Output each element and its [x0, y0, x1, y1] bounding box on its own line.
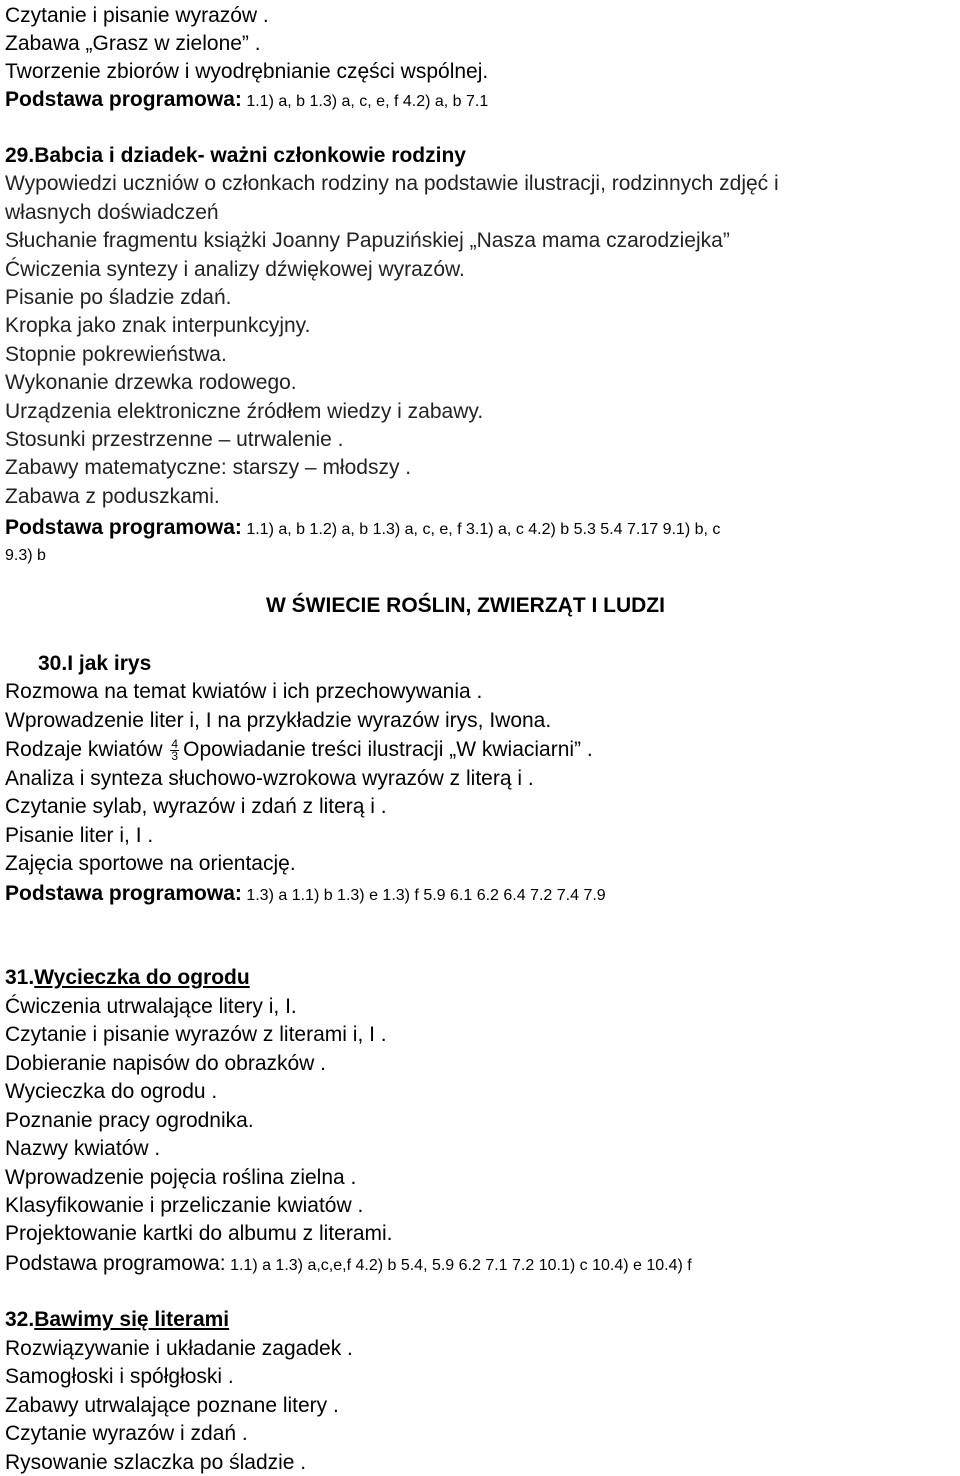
fraction [170, 736, 179, 763]
section-title: Bawimy się literami [34, 1308, 230, 1331]
text-line: Pisanie liter i, I . [5, 824, 154, 847]
curriculum-codes: 1.1) a, b 1.3) a, c, e, f 4.2) a, b 7.1 [241, 93, 489, 110]
text-line: Rozwiązywanie i układanie zagadek . [5, 1337, 353, 1360]
text-line: Czytanie i pisanie wyrazów . [5, 4, 269, 27]
section-number: 31. [5, 966, 35, 989]
text-line [5, 738, 593, 762]
text-line: Zabawa z poduszkami. [5, 485, 220, 508]
text-line: Rozmowa na temat kwiatów i ich przechowywania . [5, 680, 483, 703]
curriculum-label: Podstawa programowa: [5, 1252, 226, 1275]
fraction-denominator: 3 [171, 748, 179, 763]
curriculum-line [5, 882, 606, 908]
text-line: Urządzenia elektroniczne źródłem wiedzy i zabawy. [5, 400, 484, 423]
text-line: Wykonanie drzewka rodowego. [5, 371, 297, 394]
text-line: Ćwiczenia syntezy i analizy dźwiękowej wyrazów. [5, 258, 465, 281]
text-line: Czytanie sylab, wyrazów i zdań z literą i . [5, 795, 387, 818]
text-line: Stosunki przestrzenne – utrwalenie . [5, 428, 344, 451]
curriculum-codes: 9.3) b [5, 547, 46, 564]
text-segment: Opowiadanie treści ilustracji „W kwiaciarni” . [183, 738, 593, 761]
text-line: Projektowanie kartki do albumu z literami. [5, 1222, 393, 1245]
section-heading [5, 144, 466, 168]
text-line: Kropka jako znak interpunkcyjny. [5, 314, 311, 337]
fraction-numerator: 4 [171, 736, 179, 751]
section-heading [38, 652, 151, 676]
text-segment: Rodzaje kwiatów [5, 738, 163, 761]
text-line: Czytanie i pisanie wyrazów z literami i, I . [5, 1023, 387, 1046]
section-number: 32. [5, 1308, 35, 1331]
curriculum-label: Podstawa programowa: [5, 882, 242, 905]
section-title: Wycieczka do ogrodu [34, 966, 250, 989]
text-line: Zabawa „Grasz w zielone” . [5, 32, 261, 55]
curriculum-codes: 1.3) a 1.1) b 1.3) e 1.3) f 5.9 6.1 6.2 6.4 7.2 7.4 7.9 [241, 887, 606, 904]
section-heading [5, 1308, 229, 1332]
text-line: Wycieczka do ogrodu . [5, 1080, 218, 1103]
curriculum-label: Podstawa programowa: [5, 516, 242, 539]
text-line: Nazwy kwiatów . [5, 1137, 161, 1160]
text-line: Samogłoski i spółgłoski . [5, 1365, 234, 1388]
curriculum-codes: 1.1) a, b 1.2) a, b 1.3) a, c, e, f 3.1) a, c 4.2) b 5.3 5.4 7.17 9.1) b, c [241, 521, 721, 538]
text-line: Pisanie po śladzie zdań. [5, 286, 232, 309]
curriculum-codes: 1.1) a 1.3) a,c,e,f 4.2) b 5.4, 5.9 6.2 7.1 7.2 10.1) c 10.4) e 10.4) f [225, 1257, 692, 1274]
section-title: Babcia i dziadek- ważni członkowie rodziny [34, 144, 466, 167]
text-line: Poznanie pracy ogrodnika. [5, 1109, 254, 1132]
section-title: I jak irys [67, 652, 152, 675]
text-line: Wypowiedzi uczniów o członkach rodziny na podstawie ilustracji, rodzinnych zdjęć i [5, 172, 779, 195]
curriculum-label: Podstawa programowa: [5, 88, 242, 111]
text-line: Zabawy matematyczne: starszy – młodszy . [5, 456, 412, 479]
text-line: Zabawy utrwalające poznane litery . [5, 1394, 339, 1417]
section-number: 29. [5, 144, 35, 167]
text-line: Dobieranie napisów do obrazków . [5, 1052, 327, 1075]
section-number: 30. [38, 652, 68, 675]
chapter-heading: W ŚWIECIE ROŚLIN, ZWIERZĄT I LUDZI [266, 594, 665, 617]
text-line: Słuchanie fragmentu książki Joanny Papuzińskiej „Nasza mama czarodziejka” [5, 229, 730, 252]
text-line: Analiza i synteza słuchowo-wzrokowa wyrazów z literą i . [5, 767, 534, 790]
text-line: Ćwiczenia utrwalające litery i, I. [5, 995, 297, 1018]
text-line: Zajęcia sportowe na orientację. [5, 852, 296, 875]
text-line: Rysowanie szlaczka po śladzie . [5, 1451, 307, 1474]
text-line: Tworzenie zbiorów i wyodrębnianie części wspólnej. [5, 60, 489, 83]
text-line: Klasyfikowanie i przeliczanie kwiatów . [5, 1194, 364, 1217]
text-line: własnych doświadczeń [5, 201, 219, 224]
curriculum-line [5, 88, 488, 114]
text-line: Wprowadzenie pojęcia roślina zielna . [5, 1166, 357, 1189]
curriculum-line [5, 516, 720, 542]
text-line: Czytanie wyrazów i zdań . [5, 1422, 248, 1445]
section-heading [5, 966, 250, 990]
curriculum-line [5, 1252, 692, 1278]
text-line: Stopnie pokrewieństwa. [5, 343, 227, 366]
text-line: Wprowadzenie liter i, I na przykładzie wyrazów irys, Iwona. [5, 709, 552, 732]
